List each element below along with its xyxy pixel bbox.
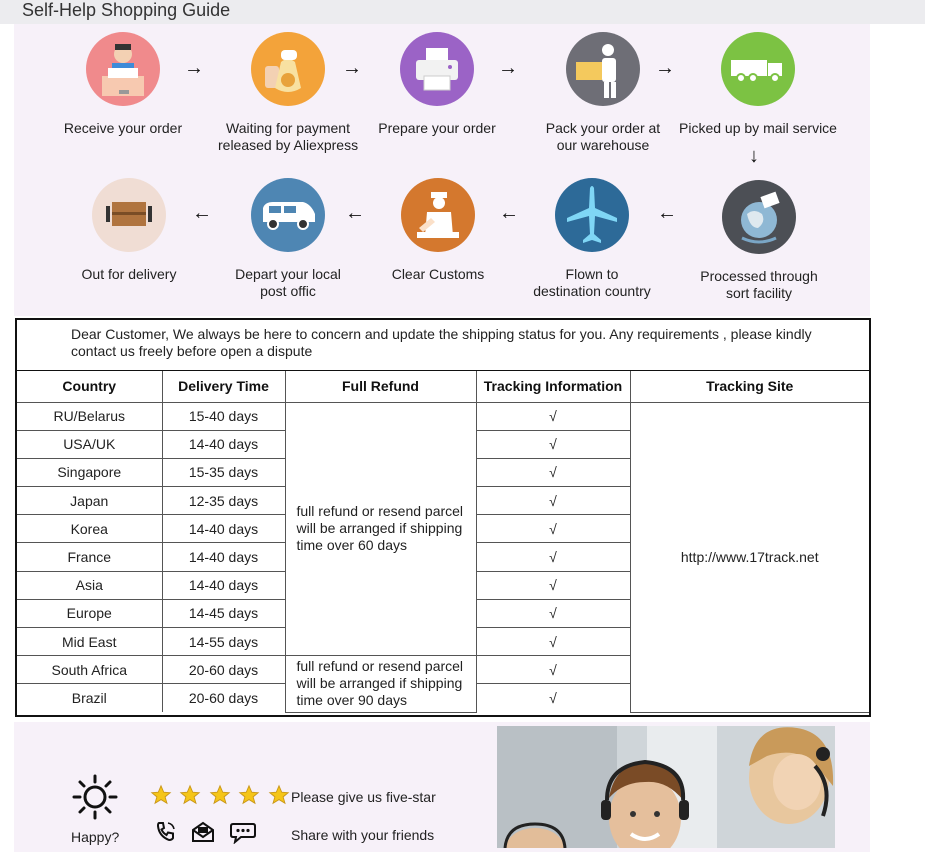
shipping-info-box: [15, 318, 871, 717]
star-icon: [179, 784, 201, 806]
tracking-check-cell: √: [476, 628, 630, 656]
tracking-check-cell: √: [476, 487, 630, 515]
money-bag-icon: [251, 32, 325, 106]
tracking-check-cell: √: [476, 656, 630, 684]
country-cell: France: [17, 543, 162, 571]
country-cell: Japan: [17, 487, 162, 515]
five-star-prompt: Please give us five-star: [291, 789, 436, 805]
delivery-time-cell: 14-40 days: [162, 543, 285, 571]
step-picked-up: [678, 32, 838, 137]
share-prompt: Share with your friends: [291, 827, 435, 843]
arrow-right-icon: →: [342, 57, 362, 79]
packer-icon: [566, 32, 640, 106]
delivery-time-cell: 20-60 days: [162, 656, 285, 684]
country-cell: Korea: [17, 515, 162, 543]
parcel-icon: [92, 178, 166, 252]
country-cell: Brazil: [17, 684, 162, 712]
delivery-time-cell: 15-35 days: [162, 458, 285, 486]
header-tracking-info: Tracking Information: [476, 371, 630, 402]
tracking-check-cell: √: [476, 402, 630, 430]
chat-icon[interactable]: [229, 820, 257, 844]
delivery-time-cell: 15-40 days: [162, 402, 285, 430]
printer-icon: [400, 32, 474, 106]
country-cell: Mid East: [17, 628, 162, 656]
step-label: Out for delivery: [81, 266, 177, 282]
country-cell: South Africa: [17, 656, 162, 684]
step-label: Picked up by mail service: [679, 120, 837, 136]
truck-icon: [721, 32, 795, 106]
header-delivery-time: Delivery Time: [162, 371, 285, 402]
header-country: Country: [17, 371, 162, 402]
arrow-down-icon: ↓: [749, 145, 759, 167]
star-icon: [150, 784, 172, 806]
step-processed: [684, 180, 834, 302]
sun-icon: [72, 774, 118, 820]
step-label: Waiting for payment released by Aliexpress: [218, 120, 359, 153]
header-tracking-site: Tracking Site: [630, 371, 869, 402]
arrow-right-icon: →: [655, 57, 675, 79]
arrow-left-icon: ←: [345, 202, 365, 224]
tracking-check-cell: √: [476, 571, 630, 599]
arrow-left-icon: ←: [192, 202, 212, 224]
delivery-time-cell: 14-40 days: [162, 430, 285, 458]
delivery-time-cell: 20-60 days: [162, 684, 285, 712]
happy-label: Happy?: [71, 829, 120, 845]
airplane-icon: [555, 178, 629, 252]
step-label: Receive your order: [63, 120, 183, 136]
delivery-time-cell: 14-45 days: [162, 599, 285, 627]
arrow-left-icon: ←: [499, 202, 519, 224]
step-pack-order: [538, 32, 668, 154]
step-receive-order: [58, 32, 188, 137]
header-full-refund: Full Refund: [285, 371, 476, 402]
tracking-check-cell: √: [476, 684, 630, 712]
van-icon: [251, 178, 325, 252]
customer-service-photo: [497, 726, 835, 848]
mail-icon[interactable]: [190, 820, 216, 844]
customer-notice: Dear Customer, We always be here to concern and update the shipping status for you. Any requirements , please kindly contact us freely before open a dispute: [17, 320, 869, 371]
customs-officer-icon: [401, 178, 475, 252]
country-cell: Singapore: [17, 458, 162, 486]
step-flown: [527, 178, 657, 300]
arrow-left-icon: ←: [657, 202, 677, 224]
step-label: Pack your order at our warehouse: [545, 120, 661, 153]
step-prepare-order: [372, 32, 502, 137]
table-header-row: [17, 371, 869, 402]
country-cell: Europe: [17, 599, 162, 627]
table-row: [17, 402, 869, 430]
delivery-time-cell: 12-35 days: [162, 487, 285, 515]
cashier-icon: [86, 32, 160, 106]
step-out-for-delivery: [64, 178, 194, 283]
step-label: Clear Customs: [391, 266, 485, 282]
page-title: Self-Help Shopping Guide: [22, 0, 231, 20]
star-icon: [238, 784, 260, 806]
title-bar: [0, 0, 925, 24]
refund-90-cell: full refund or resend parcel will be arranged if shipping time over 90 days: [285, 656, 476, 712]
country-cell: USA/UK: [17, 430, 162, 458]
country-cell: Asia: [17, 571, 162, 599]
arrow-right-icon: →: [184, 57, 204, 79]
tracking-check-cell: √: [476, 515, 630, 543]
delivery-time-cell: 14-40 days: [162, 571, 285, 599]
country-cell: RU/Belarus: [17, 402, 162, 430]
arrow-right-icon: →: [498, 57, 518, 79]
step-label: Depart your local post offic: [235, 266, 341, 299]
star-icon: [209, 784, 231, 806]
delivery-time-cell: 14-55 days: [162, 628, 285, 656]
star-icon: [268, 784, 290, 806]
tracking-check-cell: √: [476, 543, 630, 571]
tracking-check-cell: √: [476, 430, 630, 458]
phone-icon[interactable]: [154, 820, 178, 844]
step-depart-post: [218, 178, 358, 300]
tracking-check-cell: √: [476, 458, 630, 486]
tracking-check-cell: √: [476, 599, 630, 627]
tracking-site-link[interactable]: http://www.17track.net: [630, 402, 869, 712]
step-label: Flown to destination country: [533, 266, 651, 299]
refund-60-cell: full refund or resend parcel will be arranged if shipping time over 60 days: [285, 402, 476, 656]
shipping-table: [17, 371, 869, 713]
share-icons: [154, 820, 265, 844]
delivery-time-cell: 14-40 days: [162, 515, 285, 543]
step-label: Prepare your order: [378, 120, 496, 136]
step-clear-customs: [373, 178, 503, 283]
five-star-rating[interactable]: [150, 784, 293, 811]
step-label: Processed through sort facility: [700, 268, 818, 301]
globe-icon: [722, 180, 796, 254]
step-waiting-payment: [218, 32, 358, 154]
